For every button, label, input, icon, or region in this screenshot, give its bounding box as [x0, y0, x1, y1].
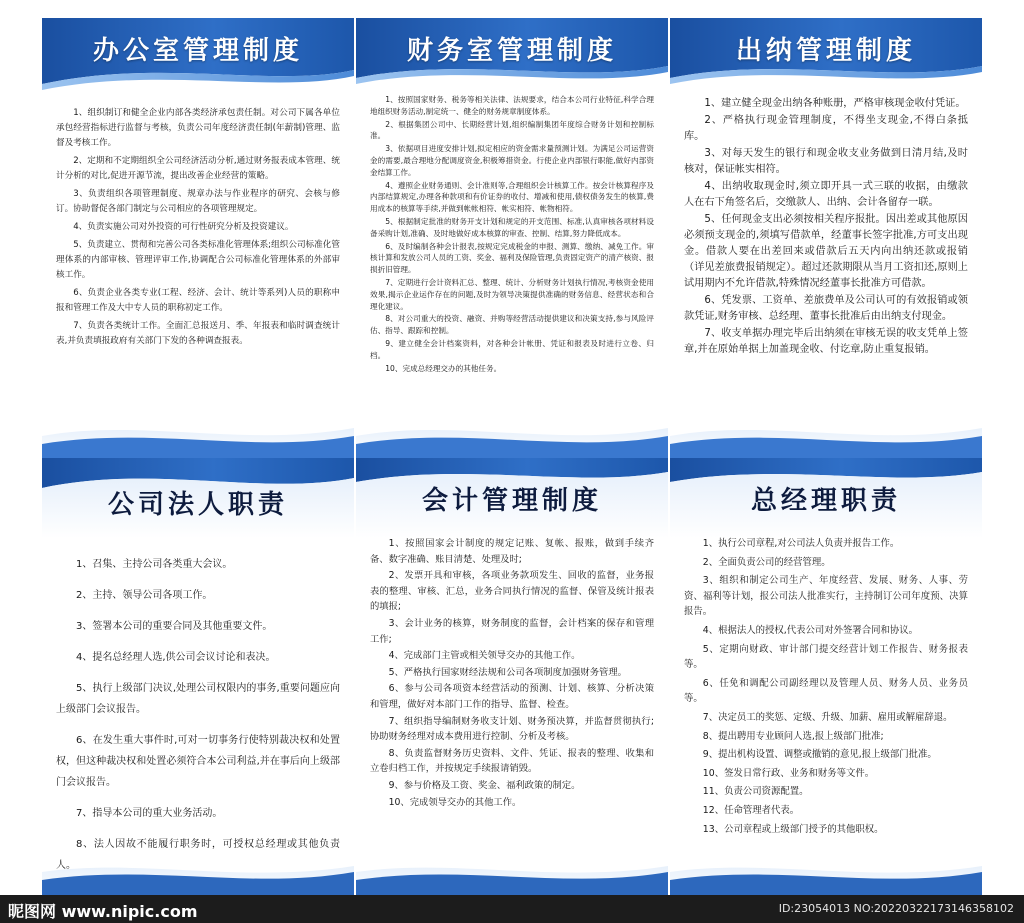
list-item: 6、参与公司各项资本经营活动的预测、计划、核算、分析决策和管理，做好对本部门工作的指导、监督、检查。 — [370, 683, 654, 710]
list-item: 7、组织指导编制财务收支计划、财务预决算，并监督贯彻执行;协助财务经理对成本费用进行控制、分析及考核。 — [370, 715, 654, 743]
list-item: 13、公司章程或上级部门授予的其他职权。 — [702, 823, 884, 835]
list-item: 8、对公司重大的投资、融资、并购等经营活动提供建议和决策支持,参与风险评估、指导、跟踪和控制。 — [370, 314, 654, 336]
panel-finance-management — [356, 18, 668, 458]
list-item: 5、负责建立、贯彻和完善公司各类标准化管理体系;组织公司标准化管理体系的内部审核、管理评审工作,协调配合公司标准化管理体系的外部审核工作。 — [56, 240, 340, 280]
list-item: 9、建立健全会计档案资料，对各种会计帐册、凭证和报表及时进行立卷、归档。 — [370, 338, 654, 360]
list-item: 4、根据法人的授权,代表公司对外签署合同和协议。 — [702, 624, 918, 636]
list-item: 2、定期和不定期组织全公司经济活动分析,通过财务报表成本管理、统计分析的对比,促进开源节流，提出改善企业经营的策略。 — [56, 156, 340, 181]
list-item: 9、参与价格及工资、奖金、福利政策的制定。 — [388, 779, 581, 791]
list-item: 3、签署本公司的重要合同及其他重要文件。 — [76, 621, 273, 632]
list-item: 10、完成领导交办的其他工作。 — [388, 796, 522, 808]
list-item: 1、按照国家财务、税务等相关法律、法规要求，结合本公司行业特征,科学合理地组织财务活动,制定统一、健全的财务规章制度体系。 — [370, 95, 654, 116]
panel-body — [370, 536, 654, 811]
panel-legal-person-duties — [42, 458, 354, 898]
list-item: 2、主持、领导公司各项工作。 — [76, 590, 213, 601]
list-item: 2、全面负责公司的经营管理。 — [702, 556, 831, 568]
list-item: 5、定期向财政、审计部门提交经营计划工作报告、财务报表等。 — [684, 643, 968, 671]
panel-title: 会计管理制度 — [421, 486, 602, 516]
list-item: 4、遵照企业财务通则、会计准则等,合理组织会计核算工作。按会计核算程序及内部结算规定,办理各种款项和有价证券的收付、增减和使用,债权债务发生的核算,费用成本的核算等手续,并做到帐帐相符、帐实相符、帐物相符。 — [370, 180, 654, 214]
list-item: 5、根据制定批准的财务开支计划和规定的开支范围、标准,认真审核各项材料设备采购计划,准确、及时地做好成本核算的审查、控制、结算,努力降低成本。 — [370, 216, 654, 238]
list-item: 7、收支单据办理完毕后出纳须在审核无误的收支凭单上签章,并在原始单据上加盖现金收、付讫章,防止重复报销。 — [684, 328, 968, 355]
list-item: 8、提出聘用专业顾问人选,报上级部门批准; — [702, 730, 884, 742]
panel-header — [670, 18, 982, 98]
list-item: 10、签发日常行政、业务和财务等文件。 — [702, 767, 875, 779]
panel-general-manager-duties — [670, 458, 982, 898]
panel-title: 总经理职责 — [750, 486, 901, 516]
panel-body — [684, 536, 968, 840]
panel-title: 办公室管理制度 — [92, 36, 303, 66]
watermark-site: 昵图网 www.nipic.com — [8, 902, 198, 921]
list-item: 3、组织和制定公司生产、年度经营、发展、财务、人事、劳资、福利等计划，报公司法人批准实行，主持制订公司年度预、决算报告。 — [684, 575, 968, 618]
watermark-bar — [0, 895, 1024, 923]
list-item: 1、按照国家会计制度的规定记账、复帐、报账，做到手续齐备、数字准确、账目清楚、处理及时; — [370, 538, 654, 565]
list-item: 7、负责各类统计工作。全面汇总报送月、季、年报表和临时调查统计表,并负责填报政府有关部门下发的各种调查报表。 — [56, 321, 340, 346]
panel-header — [42, 18, 354, 98]
list-item: 3、会计业务的核算，财务制度的监督，会计档案的保存和管理工作; — [370, 617, 654, 645]
panel-body — [684, 96, 968, 359]
list-item: 7、定期进行会计资料汇总、整理、统计、分析财务计划执行情况,考核资金使用效果,揭示企业运作存在的问题,及时为领导决策提供准确的财务信息、经营状态和合理化建议。 — [370, 277, 654, 311]
list-item: 1、召集、主持公司各类重大会议。 — [76, 559, 233, 570]
list-item: 1、执行公司章程,对公司法人负责并报告工作。 — [702, 538, 900, 549]
panel-accounting-management — [356, 458, 668, 898]
list-item: 7、决定员工的奖惩、定级、升级、加薪、雇用或解雇辞退。 — [702, 711, 953, 723]
list-item: 7、指导本公司的重大业务活动。 — [76, 808, 223, 819]
list-item: 3、对每天发生的银行和现金收支业务做到日清月结,及时核对，保证帐实相符。 — [684, 148, 968, 175]
list-item: 6、任免和调配公司副经理以及管理人员、财务人员、业务员等。 — [684, 677, 968, 705]
list-item: 9、提出机构设置、调整或撤销的意见,报上级部门批准。 — [702, 749, 937, 761]
panel-header — [356, 18, 668, 98]
list-item: 6、在发生重大事件时,可对一切事务行使特别裁决权和处置权，但这种裁决权和处置必须符合本公司利益,并在事后向上级部门会议报告。 — [56, 735, 340, 788]
panel-footer-wave — [670, 418, 982, 458]
panel-footer-wave — [670, 858, 982, 898]
panel-body — [370, 94, 654, 375]
panel-footer-wave — [356, 858, 668, 898]
panel-cashier-management — [670, 18, 982, 458]
panel-header — [42, 458, 354, 538]
panel-header — [670, 458, 982, 538]
panel-footer-wave — [42, 418, 354, 458]
list-item: 3、依据项目进度安排计划,拟定相应的资金需求量预测计划。为满足公司运营资金的需要,最合理地分配调度资金,积极筹措资金。行使企业内部银行职能,做好内部资金结算工作。 — [370, 144, 654, 177]
panel-title: 出纳管理制度 — [735, 36, 916, 66]
panel-body — [56, 554, 340, 886]
list-item: 5、严格执行国家财经法规和公司各项制度加强财务管理。 — [388, 666, 627, 678]
list-item: 1、建立健全现金出纳各种账册，严格审核现金收付凭证。 — [704, 98, 966, 109]
list-item: 1、组织制订和健全企业内部各类经济承包责任制。对公司下属各单位承包经营指标进行监督与考核，负责公司年度经济责任制(年薪制)管理、监督及考核工作。 — [56, 108, 340, 148]
list-item: 12、任命管理者代表。 — [702, 804, 800, 816]
panel-office-management — [42, 18, 354, 458]
list-item: 6、负责企业各类专业(工程、经济、会计、统计等系列)人员的职称申报和管理工作及大中专人员的职称初定工作。 — [56, 288, 340, 313]
list-item: 8、法人因故不能履行职务时，可授权总经理或其他负责人。 — [56, 839, 340, 871]
panel-header — [356, 458, 668, 538]
list-item: 8、负责监督财务历史资料、文件、凭证、报表的整理、收集和立卷归档工作，并按规定手续报请销毁。 — [370, 747, 654, 775]
list-item: 4、提名总经理人选,供公司会议讨论和表决。 — [76, 652, 276, 663]
list-item: 4、完成部门主管或相关领导交办的其他工作。 — [388, 650, 581, 662]
list-item: 2、严格执行现金管理制度，不得坐支现金,不得白条抵库。 — [684, 115, 968, 142]
list-item: 10、完成总经理交办的其他任务。 — [385, 363, 502, 373]
watermark-id: ID:23054013 NO:20220322173146358102 — [778, 902, 1014, 915]
list-item: 11、负责公司资源配置。 — [702, 786, 809, 798]
panel-title: 公司法人职责 — [107, 490, 288, 520]
panel-title: 财务室管理制度 — [406, 36, 617, 66]
panel-body — [56, 106, 340, 352]
list-item: 4、出纳收取现金时,须立即开具一式三联的收据，由缴款人在右下角签名后，交缴款人、出纳、会计各留存一联。 — [684, 181, 968, 208]
list-item: 3、负责组织各项管理制度、规章办法与作业程序的研究、会核与修订。协助督促各部门制定与公司相应的各项管理规定。 — [56, 189, 340, 214]
list-item: 5、任何现金支出必须按相关程序报批。因出差或其他原因必须预支现金的,须填写借款单，经董事长签字批准,方可支出现金。借款人要在出差回来或借款后五天内向出纳还款或报销（详见差旅费报销规定）。超过还款期限从当月工资扣还,原则上试用期内不允许借款,特殊情况经董事长批准方可借款。 — [684, 214, 968, 289]
list-item: 5、执行上级部门决议,处理公司权限内的事务,重要问题应向上级部门会议报告。 — [56, 683, 340, 715]
list-item: 6、及时编制各种会计报表,按规定完成税金的申报、测算、缴纳、减免工作。审核计算和发放公司人员的工资、奖金、福利及保险管理,负责固定资产的清产核资、报损折旧管理。 — [370, 241, 654, 275]
list-item: 4、负责实施公司对外投资的可行性研究分析及投资建议。 — [73, 222, 294, 232]
list-item: 2、根据集团公司中、长期经营计划,组织编制集团年度综合财务计划和控制标准。 — [370, 119, 654, 141]
panel-footer-wave — [42, 858, 354, 898]
panel-footer-wave — [356, 418, 668, 458]
list-item: 6、凭发票、工资单、差旅费单及公司认可的有效报销或领款凭证,财务审核、总经理、董事长批准后由出纳支付现金。 — [684, 295, 968, 322]
list-item: 2、发票开具和审核，各项业务款项发生、回收的监督，业务报表的整理、审核、汇总，业务合同执行情况的监督、保管及统计报表的填报; — [370, 570, 654, 613]
